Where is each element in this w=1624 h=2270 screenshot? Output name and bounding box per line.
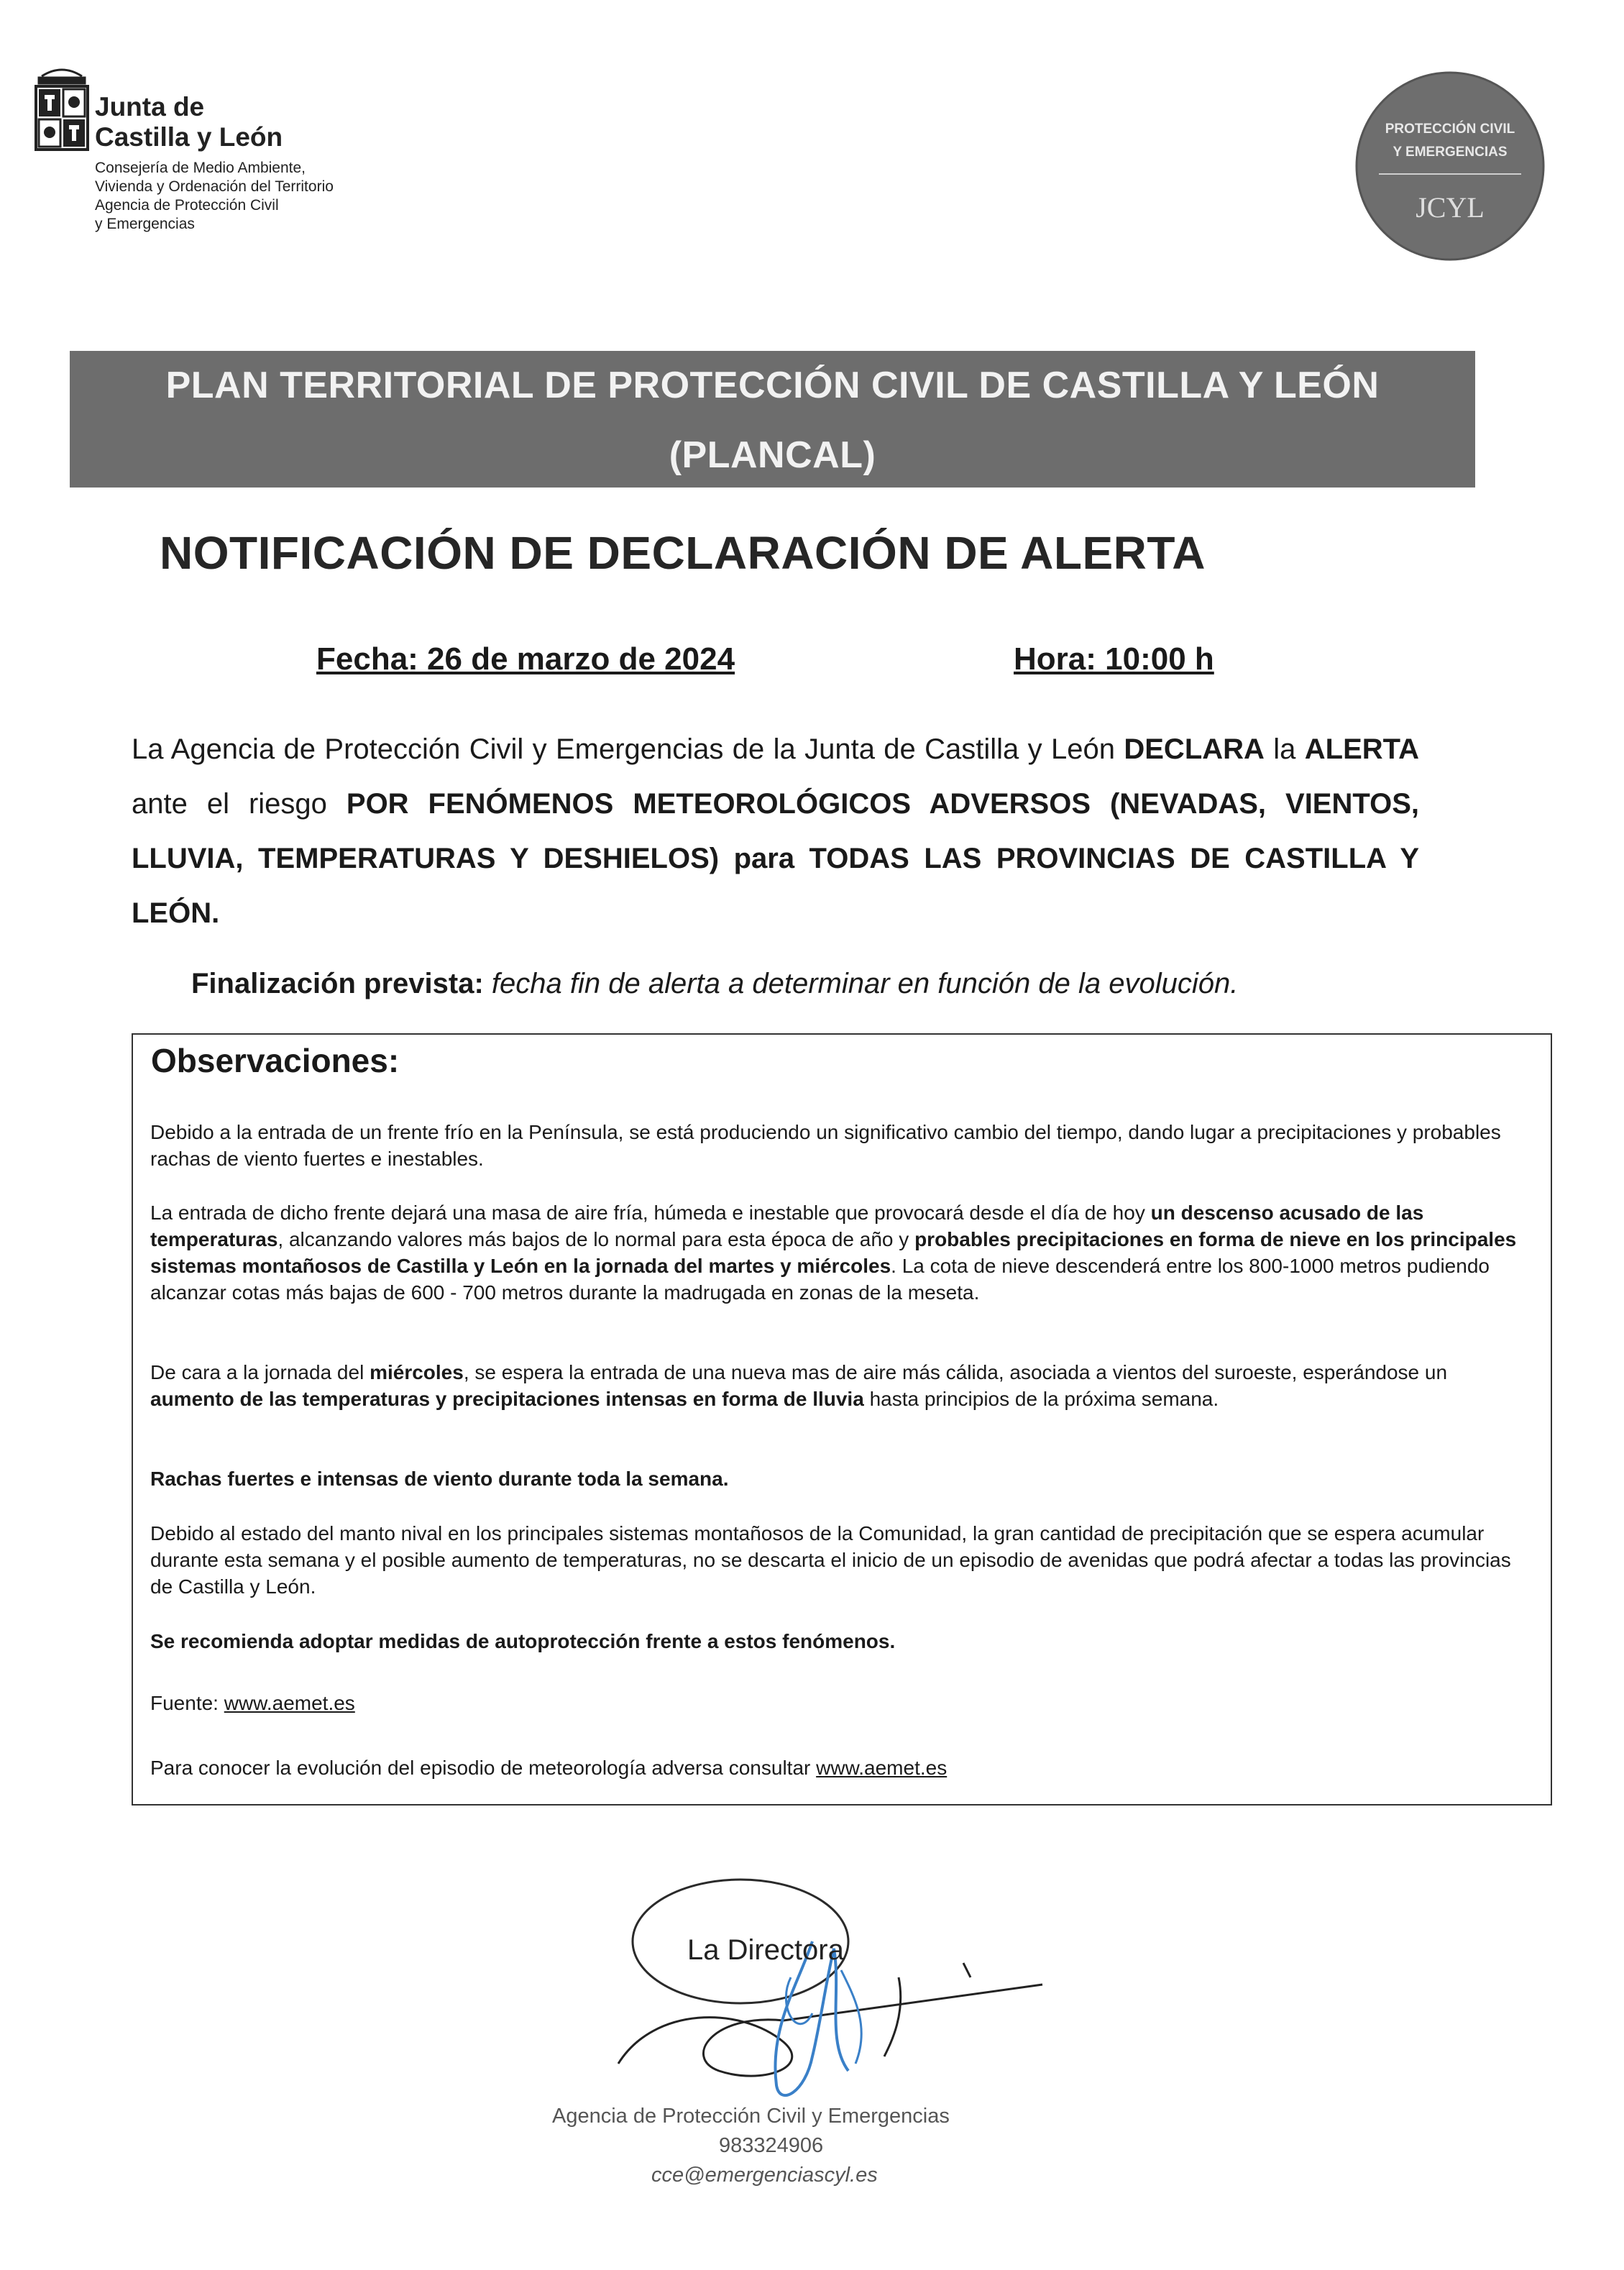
source-link[interactable]: www.aemet.es <box>224 1692 355 1714</box>
plan-banner <box>70 351 1475 488</box>
observation-paragraph: Rachas fuertes e intensas de viento durante toda la semana. <box>150 1468 729 1490</box>
observation-paragraph: Debido a la entrada de un frente frío en la Península, se está produciendo un significativo cambio del tiempo, dando lugar a precipitaciones y probables rachas de viento fuertes e inestables. <box>150 1121 1501 1170</box>
observations-title: Observaciones: <box>151 1042 400 1079</box>
department-line: Vivienda y Ordenación del Territorio <box>95 178 334 195</box>
agency-line: Agencia de Protección Civil <box>95 197 279 214</box>
banner-title: PLAN TERRITORIAL DE PROTECCIÓN CIVIL DE CASTILLA Y LEÓN <box>165 365 1380 406</box>
notification-time: Hora: 10:00 h <box>1014 641 1214 677</box>
agency-line: y Emergencias <box>95 216 195 232</box>
source-line: Fuente: www.aemet.es <box>150 1692 355 1714</box>
organization-name: Junta de Castilla y León <box>95 92 283 152</box>
department-block <box>95 159 334 234</box>
seal-line: PROTECCIÓN CIVIL <box>1385 122 1515 137</box>
coat-of-arms-icon <box>32 60 92 154</box>
signatory-role: La Directora <box>687 1934 844 1966</box>
alerta-keyword: ALERTA <box>1304 733 1419 765</box>
department-line: Consejería de Medio Ambiente, <box>95 160 306 176</box>
seal-line: Y EMERGENCIAS <box>1393 145 1508 160</box>
expected-end <box>191 968 1238 1000</box>
notification-date: Fecha: 26 de marzo de 2024 <box>316 641 735 677</box>
seal-line: JCYL <box>1416 191 1485 224</box>
observation-paragraph: Debido al estado del manto nival en los principales sistemas montañosos de la Comunidad, la gran cantidad de precipitación que se espera acumular durante esta semana y el posible aumento de temperaturas, no se descarta el inicio de un episodio de avenidas que podrá afectar a todas las provincias de Castilla y León. <box>150 1522 1511 1598</box>
signatory-agency: Agencia de Protección Civil y Emergencias <box>552 2105 950 2128</box>
handwritten-signature <box>597 1869 1071 2107</box>
expected-end-label: Finalización prevista: <box>191 968 484 999</box>
civil-protection-seal-icon <box>1350 66 1550 266</box>
contact-phone: 983324906 <box>719 2134 824 2157</box>
evolution-link[interactable]: www.aemet.es <box>816 1757 948 1779</box>
evolution-line: Para conocer la evolución del episodio de meteorología adversa consultar www.aemet.es <box>150 1757 948 1779</box>
observation-paragraph: La entrada de dicho frente dejará una masa de aire fría, húmeda e inestable que provocará desde el día de hoy un descenso acusado de las temperaturas, alcanzando valores más bajos de lo normal para esta época de año y probables precipitaciones en forma de nieve en los principales sistemas montañosos de Castilla y León en la jornada del martes y miércoles. La cota de nieve descenderá entre los 800-1000 metros pudiendo alcanzar cotas más bajas de 600 - 700 metros durante la madrugada en zonas de la meseta. <box>150 1202 1517 1304</box>
banner-subtitle: (PLANCAL) <box>669 434 876 476</box>
declara-keyword: DECLARA <box>1124 733 1265 765</box>
expected-end-text: fecha fin de alerta a determinar en función de la evolución. <box>491 968 1239 999</box>
risk-description: POR FENÓMENOS METEOROLÓGICOS ADVERSOS (NEVADAS, VIENTOS, LLUVIA, TEMPERATURAS Y DESHIELOS) para TODAS LAS PROVINCIAS DE CASTILLA Y LEÓN. <box>132 788 1419 929</box>
observation-paragraph: Se recomienda adoptar medidas de autoprotección frente a estos fenómenos. <box>150 1630 896 1652</box>
page-title: NOTIFICACIÓN DE DECLARACIÓN DE ALERTA <box>160 527 1206 579</box>
observation-paragraph: De cara a la jornada del miércoles, se espera la entrada de una nueva mas de aire más cálida, asociada a vientos del suroeste, esperándose un aumento de las temperaturas y precipitaciones intensas en forma de lluvia hasta principios de la próxima semana. <box>150 1361 1448 1410</box>
declaration-paragraph: La Agencia de Protección Civil y Emergencias de la Junta de Castilla y León DECLARA la ALERTA ante el riesgo POR FENÓMENOS METEOROLÓGICOS ADVERSOS (NEVADAS, VIENTOS, LLUVIA, TEMPERATURAS Y DESHIELOS) para TODAS LAS PROVINCIAS DE CASTILLA Y LEÓN. <box>132 733 1419 929</box>
contact-email[interactable]: cce@emergenciascyl.es <box>651 2164 878 2187</box>
